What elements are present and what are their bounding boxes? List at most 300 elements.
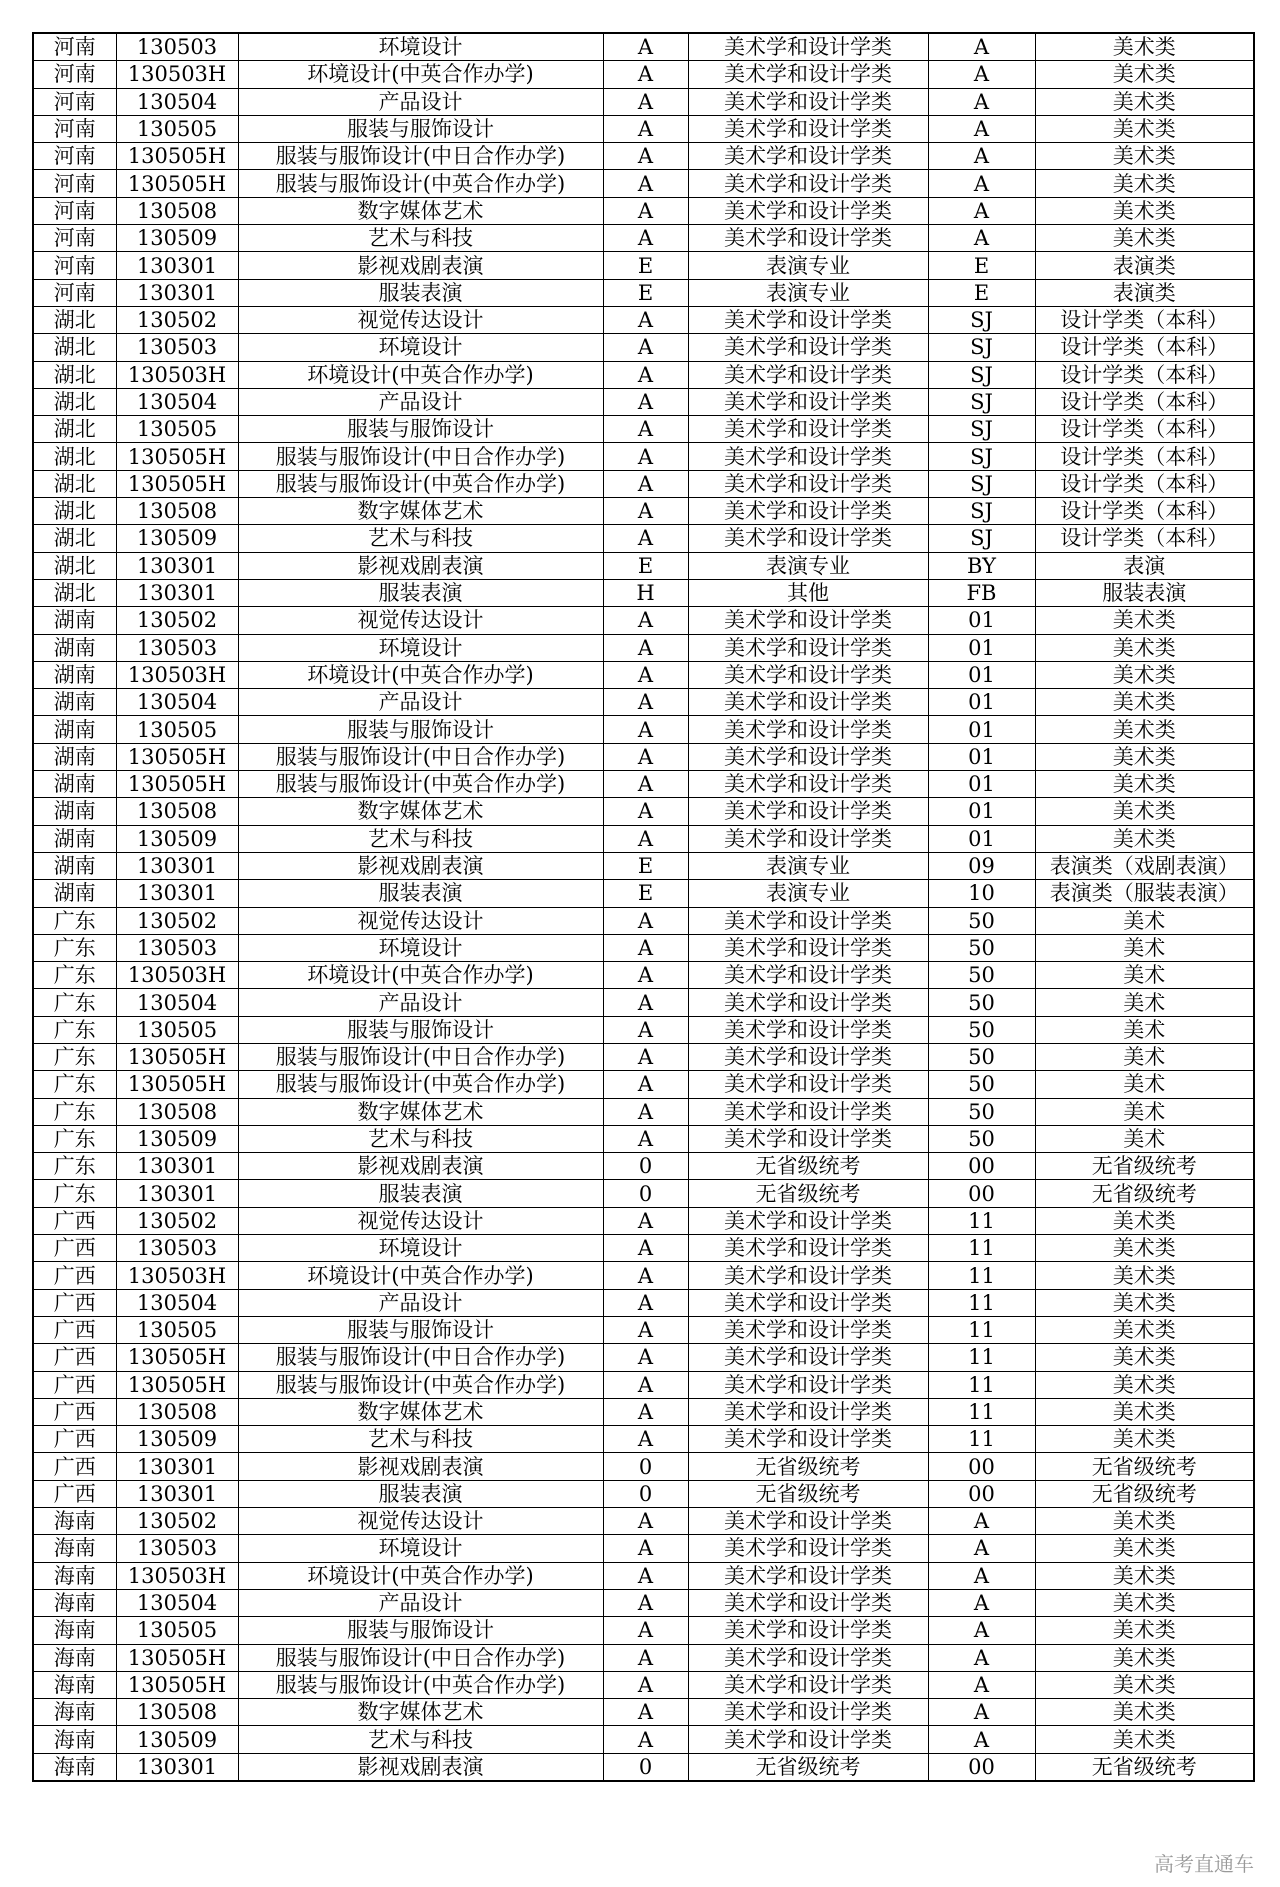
exam-category-code-cell: 0 — [603, 1480, 688, 1507]
exam-category-cell: 美术学和设计学类 — [688, 798, 928, 825]
province-cell: 湖北 — [33, 443, 116, 470]
table-row — [33, 1207, 1254, 1234]
exam-category-cell: 美术学和设计学类 — [688, 170, 928, 197]
table-row — [33, 443, 1254, 470]
province-category-cell: 美术类 — [1035, 1316, 1254, 1343]
major-name-cell: 产品设计 — [238, 989, 603, 1016]
province-category-code-cell: A — [928, 61, 1035, 88]
province-cell: 河南 — [33, 143, 116, 170]
exam-category-cell: 美术学和设计学类 — [688, 907, 928, 934]
province-category-code-cell: E — [928, 279, 1035, 306]
major-code-cell: 130505H — [116, 1043, 238, 1070]
exam-category-cell: 美术学和设计学类 — [688, 634, 928, 661]
exam-category-cell: 美术学和设计学类 — [688, 443, 928, 470]
exam-category-cell: 美术学和设计学类 — [688, 1508, 928, 1535]
major-name-cell: 环境设计(中英合作办学) — [238, 962, 603, 989]
province-category-cell: 美术 — [1035, 989, 1254, 1016]
table-row — [33, 1589, 1254, 1616]
province-cell: 广西 — [33, 1480, 116, 1507]
major-name-cell: 服装与服饰设计(中日合作办学) — [238, 443, 603, 470]
major-code-cell: 130503 — [116, 634, 238, 661]
province-category-cell: 美术类 — [1035, 1671, 1254, 1698]
major-name-cell: 服装与服饰设计 — [238, 716, 603, 743]
exam-category-cell: 美术学和设计学类 — [688, 61, 928, 88]
exam-category-cell: 无省级统考 — [688, 1153, 928, 1180]
exam-category-code-cell: A — [603, 1071, 688, 1098]
major-code-cell: 130505H — [116, 1671, 238, 1698]
province-category-code-cell: 10 — [928, 880, 1035, 907]
major-code-cell: 130505 — [116, 1016, 238, 1043]
exam-category-code-cell: A — [603, 1426, 688, 1453]
exam-category-cell: 美术学和设计学类 — [688, 1016, 928, 1043]
exam-category-cell: 美术学和设计学类 — [688, 525, 928, 552]
exam-category-code-cell: A — [603, 1262, 688, 1289]
exam-category-code-cell: A — [603, 1098, 688, 1125]
exam-category-code-cell: A — [603, 334, 688, 361]
exam-category-code-cell: A — [603, 1235, 688, 1262]
exam-category-code-cell: A — [603, 225, 688, 252]
province-category-code-cell: 01 — [928, 716, 1035, 743]
exam-category-cell: 美术学和设计学类 — [688, 115, 928, 142]
table-row — [33, 1726, 1254, 1753]
exam-category-cell: 美术学和设计学类 — [688, 1398, 928, 1425]
province-category-cell: 美术类 — [1035, 1398, 1254, 1425]
major-name-cell: 服装与服饰设计(中英合作办学) — [238, 1671, 603, 1698]
province-cell: 湖北 — [33, 388, 116, 415]
province-category-cell: 美术类 — [1035, 1644, 1254, 1671]
province-cell: 湖北 — [33, 361, 116, 388]
exam-category-code-cell: A — [603, 498, 688, 525]
province-cell: 湖北 — [33, 306, 116, 333]
exam-category-code-cell: A — [603, 470, 688, 497]
major-name-cell: 产品设计 — [238, 1289, 603, 1316]
exam-category-cell: 美术学和设计学类 — [688, 1316, 928, 1343]
province-cell: 河南 — [33, 170, 116, 197]
province-cell: 海南 — [33, 1535, 116, 1562]
major-name-cell: 数字媒体艺术 — [238, 1098, 603, 1125]
province-category-code-cell: A — [928, 1644, 1035, 1671]
major-name-cell: 服装与服饰设计 — [238, 115, 603, 142]
exam-category-code-cell: A — [603, 1016, 688, 1043]
table-row — [33, 934, 1254, 961]
exam-category-cell: 美术学和设计学类 — [688, 825, 928, 852]
exam-category-code-cell: E — [603, 552, 688, 579]
table-row — [33, 825, 1254, 852]
table-row — [33, 361, 1254, 388]
province-category-code-cell: 00 — [928, 1753, 1035, 1781]
exam-category-cell: 美术学和设计学类 — [688, 306, 928, 333]
major-code-cell: 130505H — [116, 1644, 238, 1671]
province-cell: 广西 — [33, 1289, 116, 1316]
province-cell: 湖南 — [33, 661, 116, 688]
major-code-cell: 130503H — [116, 361, 238, 388]
province-cell: 河南 — [33, 225, 116, 252]
exam-category-cell: 美术学和设计学类 — [688, 1644, 928, 1671]
province-category-cell: 美术类 — [1035, 798, 1254, 825]
major-code-cell: 130509 — [116, 1125, 238, 1152]
province-category-code-cell: SJ — [928, 416, 1035, 443]
exam-category-code-cell: A — [603, 989, 688, 1016]
major-code-cell: 130301 — [116, 1480, 238, 1507]
province-cell: 湖北 — [33, 579, 116, 606]
table-row — [33, 416, 1254, 443]
major-name-cell: 视觉传达设计 — [238, 1508, 603, 1535]
major-code-cell: 130505H — [116, 470, 238, 497]
province-category-cell: 美术类 — [1035, 143, 1254, 170]
province-cell: 广东 — [33, 989, 116, 1016]
major-code-cell: 130508 — [116, 1398, 238, 1425]
major-name-cell: 视觉传达设计 — [238, 1207, 603, 1234]
major-code-cell: 130505 — [116, 416, 238, 443]
exam-category-cell: 表演专业 — [688, 279, 928, 306]
province-cell: 广东 — [33, 1043, 116, 1070]
major-code-cell: 130505H — [116, 1371, 238, 1398]
exam-category-code-cell: A — [603, 1726, 688, 1753]
major-name-cell: 服装与服饰设计(中英合作办学) — [238, 1371, 603, 1398]
major-code-cell: 130504 — [116, 989, 238, 1016]
exam-category-cell: 无省级统考 — [688, 1480, 928, 1507]
exam-category-code-cell: A — [603, 1671, 688, 1698]
province-category-code-cell: A — [928, 170, 1035, 197]
province-category-code-cell: 11 — [928, 1235, 1035, 1262]
major-code-cell: 130503H — [116, 1262, 238, 1289]
watermark-text: 高考直通车 — [1154, 1852, 1254, 1876]
province-category-cell: 美术 — [1035, 1043, 1254, 1070]
major-code-cell: 130301 — [116, 1753, 238, 1781]
province-category-cell: 美术 — [1035, 1098, 1254, 1125]
exam-category-code-cell: A — [603, 361, 688, 388]
exam-category-code-cell: A — [603, 934, 688, 961]
table-row — [33, 115, 1254, 142]
table-row — [33, 197, 1254, 224]
province-category-cell: 无省级统考 — [1035, 1153, 1254, 1180]
province-category-code-cell: SJ — [928, 443, 1035, 470]
major-code-cell: 130509 — [116, 525, 238, 552]
province-category-cell: 美术类 — [1035, 661, 1254, 688]
table-row — [33, 252, 1254, 279]
table-row — [33, 798, 1254, 825]
exam-category-cell: 表演专业 — [688, 880, 928, 907]
major-code-cell: 130503 — [116, 1535, 238, 1562]
major-code-cell: 130301 — [116, 852, 238, 879]
exam-category-cell: 无省级统考 — [688, 1453, 928, 1480]
province-category-code-cell: A — [928, 115, 1035, 142]
province-cell: 湖南 — [33, 716, 116, 743]
exam-category-code-cell: A — [603, 1699, 688, 1726]
province-category-cell: 美术类 — [1035, 1426, 1254, 1453]
major-name-cell: 艺术与科技 — [238, 1125, 603, 1152]
exam-category-cell: 美术学和设计学类 — [688, 1535, 928, 1562]
province-category-code-cell: 50 — [928, 907, 1035, 934]
major-name-cell: 服装与服饰设计 — [238, 416, 603, 443]
province-cell: 湖北 — [33, 498, 116, 525]
province-category-code-cell: A — [928, 225, 1035, 252]
table-row — [33, 33, 1254, 61]
table-body — [33, 33, 1254, 1781]
province-cell: 海南 — [33, 1644, 116, 1671]
table-row — [33, 1699, 1254, 1726]
province-category-cell: 美术类 — [1035, 1726, 1254, 1753]
major-code-cell: 130509 — [116, 1426, 238, 1453]
province-category-code-cell: 11 — [928, 1207, 1035, 1234]
province-category-code-cell: 50 — [928, 1043, 1035, 1070]
table-row — [33, 1753, 1254, 1781]
province-cell: 湖北 — [33, 525, 116, 552]
province-category-code-cell: 09 — [928, 852, 1035, 879]
province-category-code-cell: 01 — [928, 798, 1035, 825]
province-category-code-cell: BY — [928, 552, 1035, 579]
province-category-cell: 美术类 — [1035, 1371, 1254, 1398]
province-category-cell: 美术类 — [1035, 88, 1254, 115]
major-code-cell: 130504 — [116, 88, 238, 115]
province-category-cell: 美术类 — [1035, 1289, 1254, 1316]
major-name-cell: 艺术与科技 — [238, 225, 603, 252]
province-category-code-cell: A — [928, 33, 1035, 61]
exam-category-code-cell: 0 — [603, 1153, 688, 1180]
exam-category-cell: 美术学和设计学类 — [688, 689, 928, 716]
table-row — [33, 1508, 1254, 1535]
province-category-cell: 美术类 — [1035, 33, 1254, 61]
province-cell: 湖北 — [33, 470, 116, 497]
table-row — [33, 61, 1254, 88]
province-category-cell: 设计学类（本科） — [1035, 388, 1254, 415]
province-category-cell: 美术类 — [1035, 1562, 1254, 1589]
exam-category-code-cell: A — [603, 1125, 688, 1152]
major-code-cell: 130505H — [116, 743, 238, 770]
province-cell: 广西 — [33, 1316, 116, 1343]
province-category-code-cell: 00 — [928, 1180, 1035, 1207]
province-cell: 湖南 — [33, 607, 116, 634]
major-code-cell: 130301 — [116, 1153, 238, 1180]
exam-category-cell: 美术学和设计学类 — [688, 197, 928, 224]
table-row — [33, 306, 1254, 333]
table-row — [33, 771, 1254, 798]
exam-category-cell: 美术学和设计学类 — [688, 361, 928, 388]
table-row — [33, 1480, 1254, 1507]
province-category-code-cell: 00 — [928, 1153, 1035, 1180]
province-cell: 广西 — [33, 1344, 116, 1371]
province-cell: 湖南 — [33, 771, 116, 798]
table-row — [33, 388, 1254, 415]
major-name-cell: 服装表演 — [238, 1480, 603, 1507]
major-name-cell: 环境设计(中英合作办学) — [238, 1562, 603, 1589]
province-cell: 河南 — [33, 279, 116, 306]
exam-category-cell: 美术学和设计学类 — [688, 716, 928, 743]
major-name-cell: 影视戏剧表演 — [238, 552, 603, 579]
table-row — [33, 880, 1254, 907]
major-name-cell: 服装与服饰设计(中日合作办学) — [238, 1644, 603, 1671]
major-name-cell: 服装与服饰设计(中日合作办学) — [238, 1344, 603, 1371]
major-name-cell: 环境设计 — [238, 334, 603, 361]
major-name-cell: 产品设计 — [238, 388, 603, 415]
major-name-cell: 视觉传达设计 — [238, 306, 603, 333]
province-cell: 广西 — [33, 1371, 116, 1398]
exam-category-code-cell: E — [603, 852, 688, 879]
province-cell: 河南 — [33, 197, 116, 224]
table-row — [33, 1344, 1254, 1371]
table-row — [33, 498, 1254, 525]
exam-category-cell: 美术学和设计学类 — [688, 88, 928, 115]
major-name-cell: 影视戏剧表演 — [238, 852, 603, 879]
major-name-cell: 服装表演 — [238, 579, 603, 606]
major-name-cell: 环境设计 — [238, 1535, 603, 1562]
exam-category-cell: 美术学和设计学类 — [688, 1262, 928, 1289]
province-category-code-cell: SJ — [928, 306, 1035, 333]
table-row — [33, 1235, 1254, 1262]
province-category-cell: 美术类 — [1035, 743, 1254, 770]
province-category-code-cell: 01 — [928, 743, 1035, 770]
major-name-cell: 数字媒体艺术 — [238, 197, 603, 224]
exam-category-code-cell: A — [603, 416, 688, 443]
major-name-cell: 艺术与科技 — [238, 525, 603, 552]
province-cell: 广东 — [33, 1125, 116, 1152]
exam-category-cell: 美术学和设计学类 — [688, 416, 928, 443]
major-name-cell: 环境设计 — [238, 33, 603, 61]
exam-category-cell: 无省级统考 — [688, 1753, 928, 1781]
province-category-cell: 表演类（戏剧表演） — [1035, 852, 1254, 879]
exam-category-code-cell: A — [603, 115, 688, 142]
province-cell: 广西 — [33, 1453, 116, 1480]
major-name-cell: 艺术与科技 — [238, 825, 603, 852]
major-code-cell: 130509 — [116, 1726, 238, 1753]
province-category-cell: 美术 — [1035, 1125, 1254, 1152]
exam-category-cell: 美术学和设计学类 — [688, 470, 928, 497]
province-category-code-cell: 11 — [928, 1289, 1035, 1316]
major-name-cell: 环境设计(中英合作办学) — [238, 361, 603, 388]
province-cell: 海南 — [33, 1589, 116, 1616]
province-category-cell: 美术类 — [1035, 1262, 1254, 1289]
exam-category-cell: 美术学和设计学类 — [688, 607, 928, 634]
major-code-cell: 130504 — [116, 1589, 238, 1616]
province-category-cell: 美术类 — [1035, 1699, 1254, 1726]
major-code-cell: 130502 — [116, 1508, 238, 1535]
province-category-cell: 美术类 — [1035, 1535, 1254, 1562]
major-code-cell: 130503H — [116, 962, 238, 989]
exam-category-cell: 美术学和设计学类 — [688, 1235, 928, 1262]
exam-category-code-cell: A — [603, 88, 688, 115]
exam-category-cell: 美术学和设计学类 — [688, 388, 928, 415]
table-row — [33, 225, 1254, 252]
table-row — [33, 1562, 1254, 1589]
table-row — [33, 1262, 1254, 1289]
table-row — [33, 1671, 1254, 1698]
exam-category-code-cell: A — [603, 661, 688, 688]
exam-category-code-cell: E — [603, 252, 688, 279]
table-row — [33, 88, 1254, 115]
province-category-code-cell: 01 — [928, 825, 1035, 852]
exam-category-code-cell: A — [603, 689, 688, 716]
major-code-cell: 130505H — [116, 771, 238, 798]
province-cell: 海南 — [33, 1617, 116, 1644]
major-name-cell: 数字媒体艺术 — [238, 498, 603, 525]
province-category-cell: 美术类 — [1035, 634, 1254, 661]
table-row — [33, 279, 1254, 306]
exam-category-code-cell: E — [603, 279, 688, 306]
major-name-cell: 视觉传达设计 — [238, 907, 603, 934]
exam-category-code-cell: A — [603, 143, 688, 170]
major-code-cell: 130505 — [116, 115, 238, 142]
exam-category-cell: 表演专业 — [688, 852, 928, 879]
exam-category-cell: 美术学和设计学类 — [688, 1098, 928, 1125]
major-name-cell: 服装与服饰设计 — [238, 1016, 603, 1043]
exam-category-cell: 美术学和设计学类 — [688, 771, 928, 798]
province-cell: 湖南 — [33, 880, 116, 907]
province-category-cell: 表演类 — [1035, 279, 1254, 306]
exam-category-cell: 美术学和设计学类 — [688, 498, 928, 525]
exam-category-code-cell: 0 — [603, 1180, 688, 1207]
exam-category-cell: 美术学和设计学类 — [688, 1671, 928, 1698]
province-category-cell: 美术类 — [1035, 1617, 1254, 1644]
province-category-code-cell: SJ — [928, 525, 1035, 552]
province-category-cell: 美术类 — [1035, 61, 1254, 88]
province-cell: 海南 — [33, 1671, 116, 1698]
exam-category-code-cell: A — [603, 443, 688, 470]
province-cell: 广东 — [33, 934, 116, 961]
exam-category-code-cell: A — [603, 1344, 688, 1371]
province-category-code-cell: 11 — [928, 1398, 1035, 1425]
table-row — [33, 689, 1254, 716]
exam-category-code-cell: E — [603, 880, 688, 907]
province-cell: 广西 — [33, 1398, 116, 1425]
province-category-cell: 无省级统考 — [1035, 1453, 1254, 1480]
exam-category-cell: 美术学和设计学类 — [688, 1043, 928, 1070]
table-row — [33, 852, 1254, 879]
exam-category-cell: 美术学和设计学类 — [688, 1699, 928, 1726]
major-code-cell: 130505H — [116, 170, 238, 197]
province-cell: 河南 — [33, 88, 116, 115]
province-category-code-cell: A — [928, 1699, 1035, 1726]
exam-category-cell: 美术学和设计学类 — [688, 1371, 928, 1398]
exam-category-code-cell: A — [603, 716, 688, 743]
province-cell: 河南 — [33, 61, 116, 88]
province-cell: 广东 — [33, 1016, 116, 1043]
table-row — [33, 716, 1254, 743]
province-cell: 广西 — [33, 1235, 116, 1262]
major-name-cell: 产品设计 — [238, 1589, 603, 1616]
province-category-code-cell: SJ — [928, 470, 1035, 497]
exam-category-code-cell: A — [603, 1207, 688, 1234]
province-category-cell: 表演类（服装表演） — [1035, 880, 1254, 907]
table-row — [33, 607, 1254, 634]
exam-category-cell: 美术学和设计学类 — [688, 1125, 928, 1152]
major-code-cell: 130503H — [116, 61, 238, 88]
province-category-code-cell: 50 — [928, 1071, 1035, 1098]
exam-category-code-cell: A — [603, 1617, 688, 1644]
province-category-code-cell: 11 — [928, 1316, 1035, 1343]
table-row — [33, 1071, 1254, 1098]
exam-category-cell: 美术学和设计学类 — [688, 1071, 928, 1098]
province-category-code-cell: SJ — [928, 361, 1035, 388]
exam-category-code-cell: A — [603, 607, 688, 634]
major-name-cell: 影视戏剧表演 — [238, 1753, 603, 1781]
major-name-cell: 视觉传达设计 — [238, 607, 603, 634]
province-category-cell: 美术类 — [1035, 825, 1254, 852]
province-cell: 海南 — [33, 1699, 116, 1726]
province-category-code-cell: SJ — [928, 498, 1035, 525]
province-category-code-cell: 11 — [928, 1371, 1035, 1398]
province-cell: 广东 — [33, 907, 116, 934]
major-code-cell: 130502 — [116, 1207, 238, 1234]
province-category-cell: 美术类 — [1035, 771, 1254, 798]
table-row — [33, 1125, 1254, 1152]
table-row — [33, 525, 1254, 552]
province-category-cell: 设计学类（本科） — [1035, 334, 1254, 361]
table-row — [33, 661, 1254, 688]
province-category-code-cell: A — [928, 1617, 1035, 1644]
major-name-cell: 艺术与科技 — [238, 1426, 603, 1453]
province-category-cell: 美术类 — [1035, 225, 1254, 252]
province-category-code-cell: 01 — [928, 634, 1035, 661]
